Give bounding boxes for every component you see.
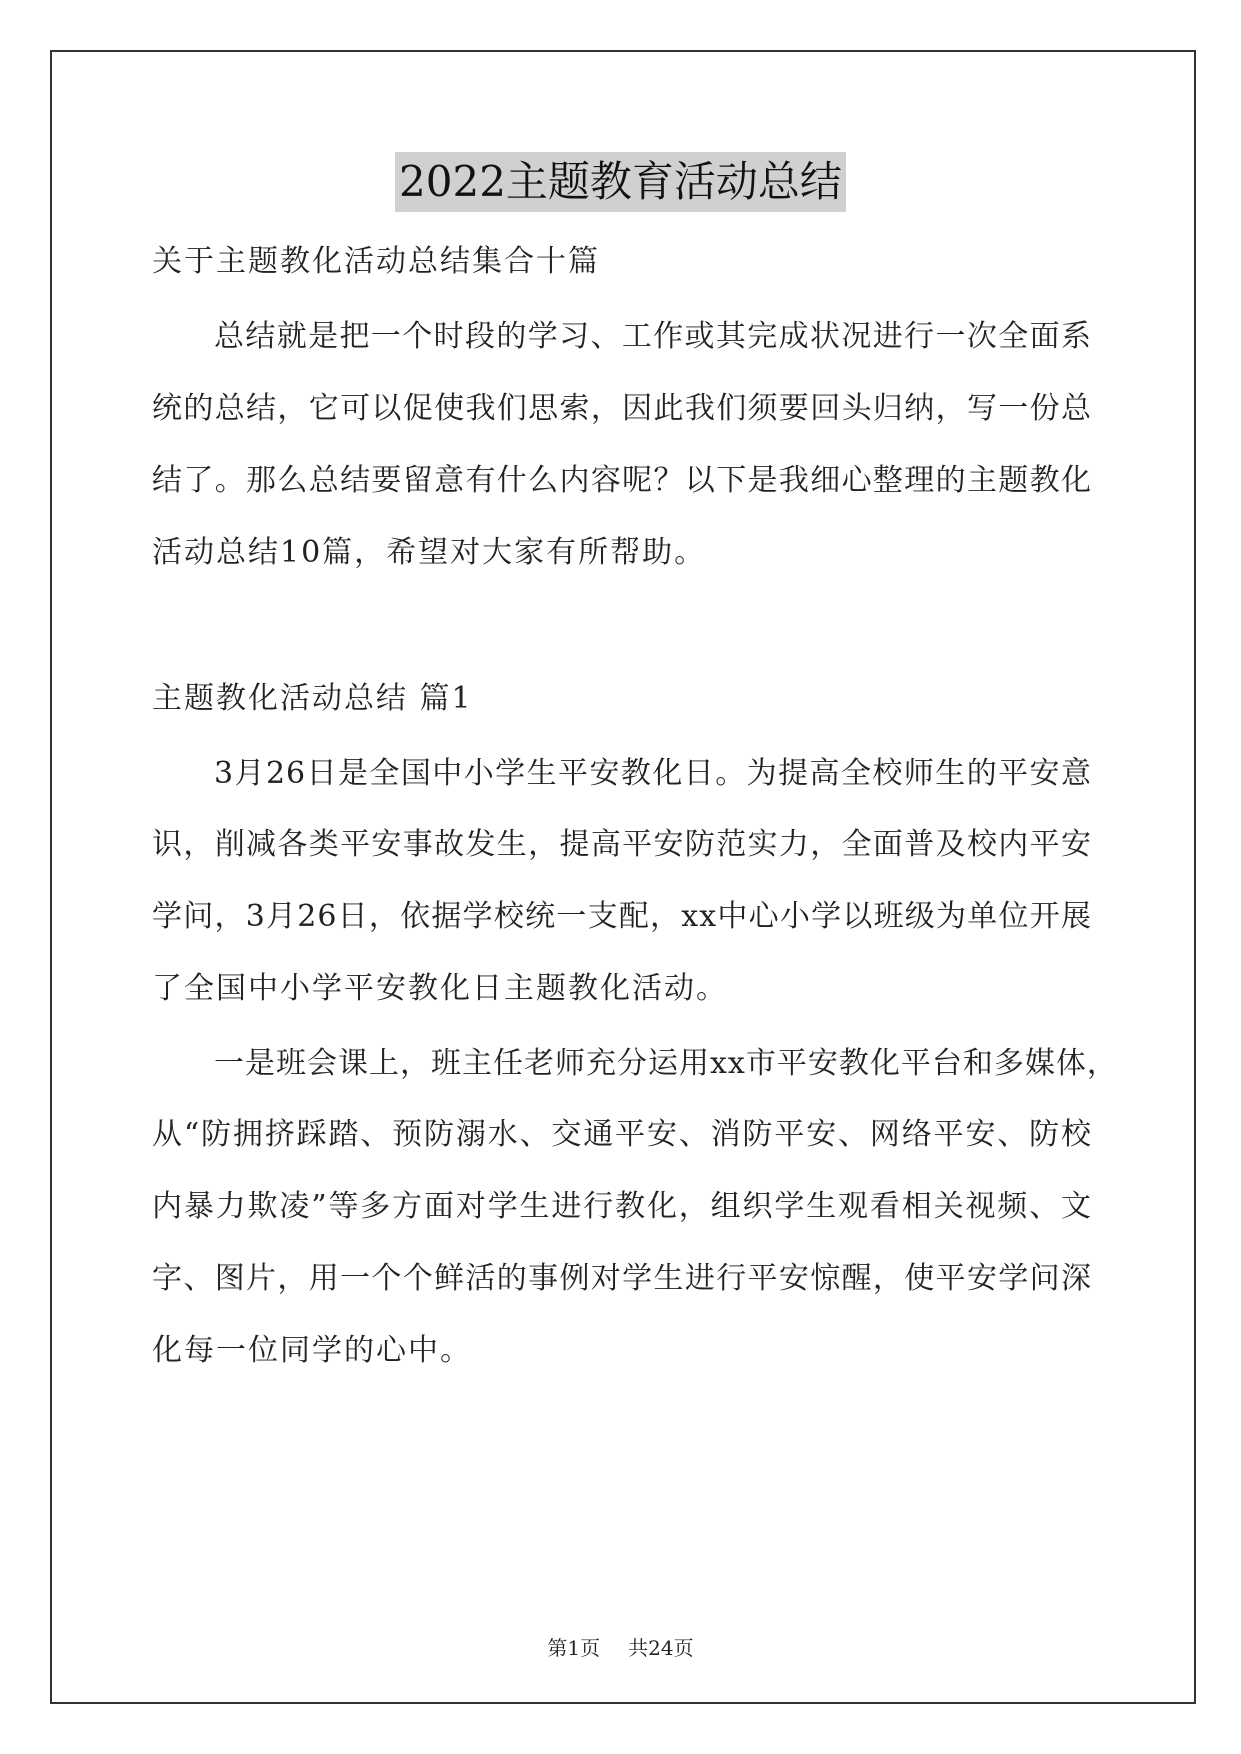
para1-line-2: 识，削减各类平安事故发生，提高平安防范实力，全面普及校内平安	[152, 827, 1092, 862]
document-title: 2022主题教育活动总结	[395, 152, 846, 212]
para1-line-3: 学问，3月26日，依据学校统一支配，xx中心小学以班级为单位开展	[152, 899, 1092, 934]
page-total: 共24页	[628, 1636, 694, 1660]
para1-line-4: 了全国中小学平安教化日主题教化活动。	[152, 971, 728, 1006]
intro-line-3: 结了。那么总结要留意有什么内容呢？以下是我细心整理的主题教化	[152, 463, 1092, 498]
document-subtitle: 关于主题教化活动总结集合十篇	[152, 244, 600, 279]
intro-line-1: 总结就是把一个时段的学习、工作或其完成状况进行一次全面系	[214, 319, 1092, 354]
para1-line-1: 3月26日是全国中小学生平安教化日。为提高全校师生的平安意	[214, 756, 1092, 791]
intro-line-4: 活动总结10篇，希望对大家有所帮助。	[152, 535, 707, 570]
para2-line-1: 一是班会课上，班主任老师充分运用xx市平安教化平台和多媒体，	[214, 1046, 1118, 1081]
para2-line-3: 内暴力欺凌”等多方面对学生进行教化，组织学生观看相关视频、文	[152, 1189, 1092, 1224]
section-heading: 主题教化活动总结 篇1	[152, 681, 473, 716]
para2-line-4: 字、图片，用一个个鲜活的事例对学生进行平安惊醒，使平安学问深	[152, 1261, 1092, 1296]
page-border	[50, 50, 1196, 1704]
para2-line-2: 从“防拥挤踩踏、预防溺水、交通平安、消防平安、网络平安、防校	[152, 1117, 1092, 1152]
title-container	[0, 152, 1241, 212]
intro-line-2: 统的总结，它可以促使我们思索，因此我们须要回头归纳，写一份总	[152, 391, 1092, 426]
page-footer	[0, 1634, 1241, 1662]
page-number: 第1页	[547, 1636, 601, 1660]
para2-line-5: 化每一位同学的心中。	[152, 1333, 472, 1368]
